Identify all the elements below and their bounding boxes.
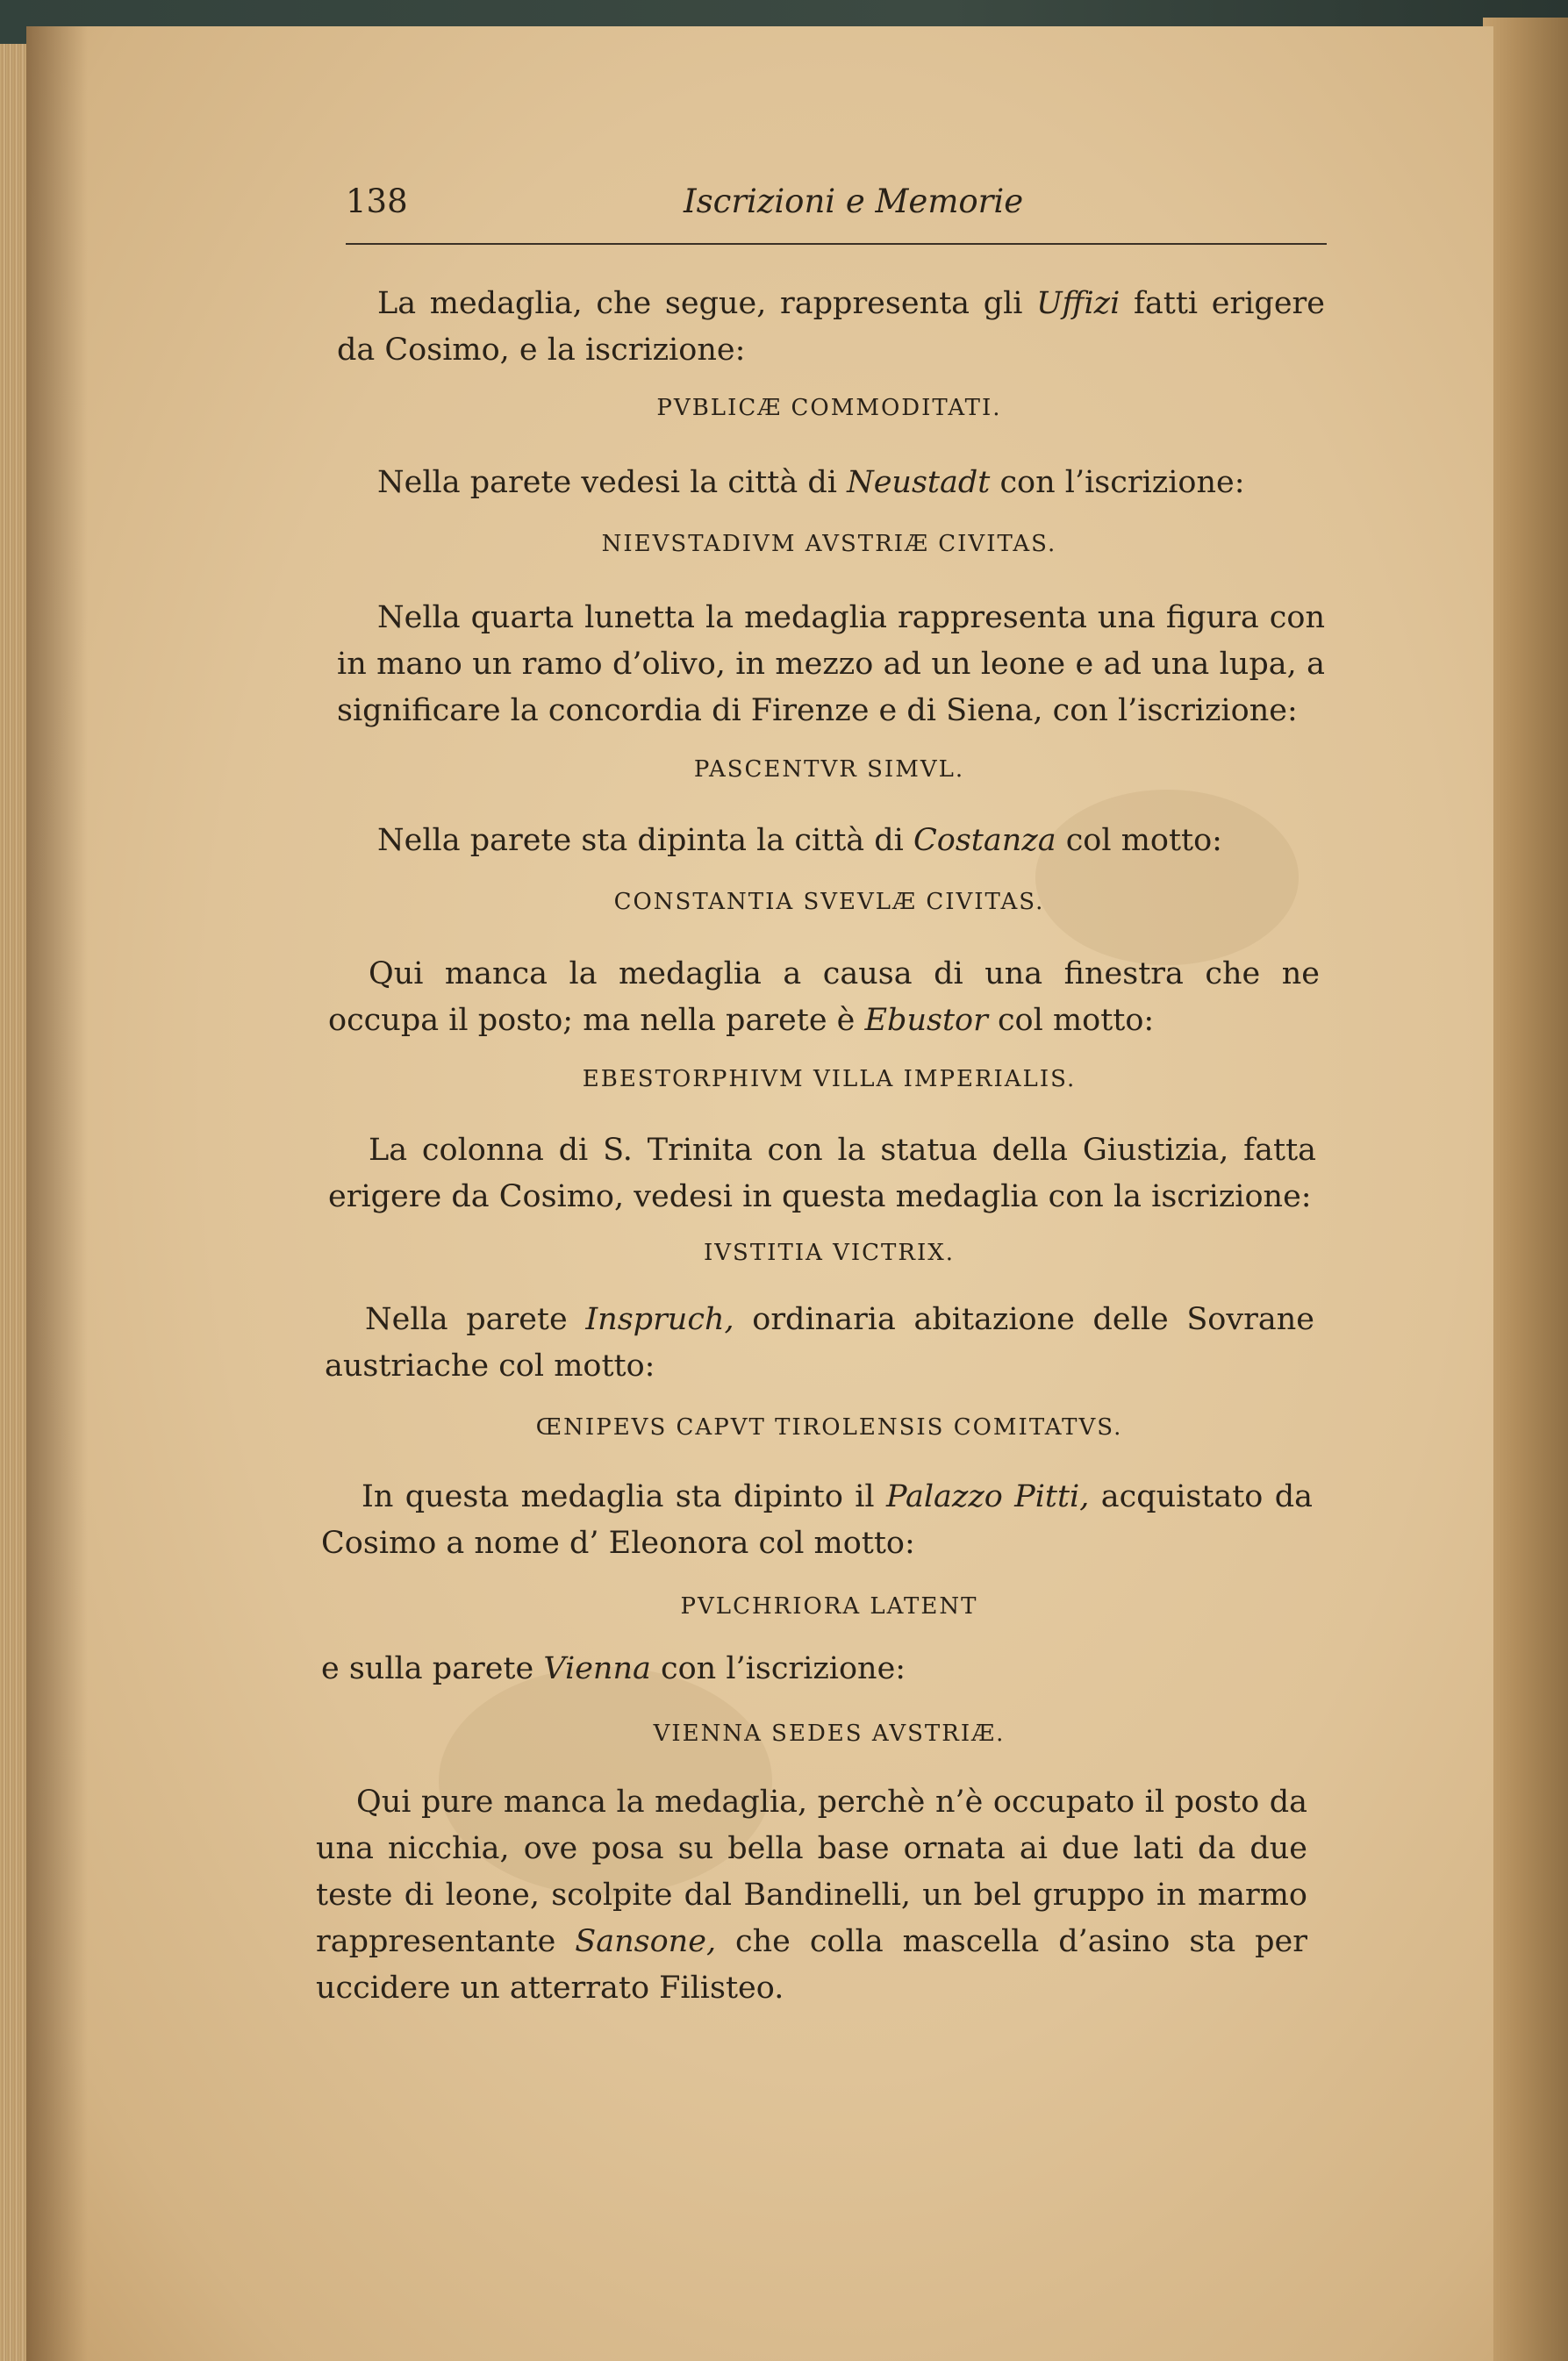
inscription: CONSTANTIA SVEVLÆ CIVITAS.: [613, 889, 1045, 915]
header-rule: [346, 243, 1327, 245]
running-title: Iscrizioni e Memorie: [684, 182, 1024, 220]
inscription: NIEVSTADIVM AVSTRIÆ CIVITAS.: [601, 531, 1057, 557]
paragraph: Nella parete vedesi la città di Neustadt con l’iscrizione:: [377, 465, 1245, 500]
paragraph: e sulla parete Vienna con l’iscrizione:: [321, 1651, 906, 1686]
paragraph: Nella quarta lunetta la medaglia rappresenta una figura con in mano un ramo d’olivo, in mezzo ad un leone e ad una lupa, a significare la concordia di Firenze e di Siena, con l’iscrizione:: [337, 600, 1325, 728]
paragraph: La medaglia, che segue, rappresenta gli Uffizi fatti erigere da Cosimo, e la iscrizione:: [337, 286, 1325, 368]
inscription: PVBLICÆ COMMODITATI.: [656, 395, 1002, 421]
paragraph: La colonna di S. Trinita con la statua della Giustizia, fatta erigere da Cosimo, vedesi in questa medaglia con la iscrizione:: [328, 1133, 1316, 1214]
inscription: EBESTORPHIVM VILLA IMPERIALIS.: [582, 1066, 1077, 1092]
paragraph: Nella parete Inspruch, ordinaria abitazione delle Sovrane austriache col motto:: [325, 1302, 1314, 1384]
page-number: 138: [346, 182, 408, 220]
paragraph: Qui manca la medaglia a causa di una finestra che ne occupa il posto; ma nella parete è Ebustor col motto:: [328, 956, 1320, 1038]
inscription: VIENNA SEDES AVSTRIÆ.: [653, 1721, 1006, 1747]
inscription: IVSTITIA VICTRIX.: [703, 1240, 956, 1266]
inscription: ŒNIPEVS CAPVT TIROLENSIS COMITATVS.: [535, 1414, 1123, 1441]
inscription: PVLCHRIORA LATENT: [680, 1593, 978, 1620]
inscription: PASCENTVR SIMVL.: [693, 756, 965, 783]
paragraph: Qui pure manca la medaglia, perchè n’è occupato il posto da una nicchia, ove posa su bella base ornata ai due lati da due teste di leone, scolpite dal Bandinelli, un bel gruppo in marmo rappresentante Sansone, che colla mascella d’asino sta per uccidere un atterrato Filisteo.: [316, 1785, 1307, 2006]
paragraph: Nella parete sta dipinta la città di Costanza col motto:: [377, 823, 1222, 858]
page-header: [346, 182, 1327, 235]
paragraph: In questa medaglia sta dipinto il Palazzo Pitti, acquistato da Cosimo a nome d’ Eleonora col motto:: [321, 1479, 1313, 1561]
